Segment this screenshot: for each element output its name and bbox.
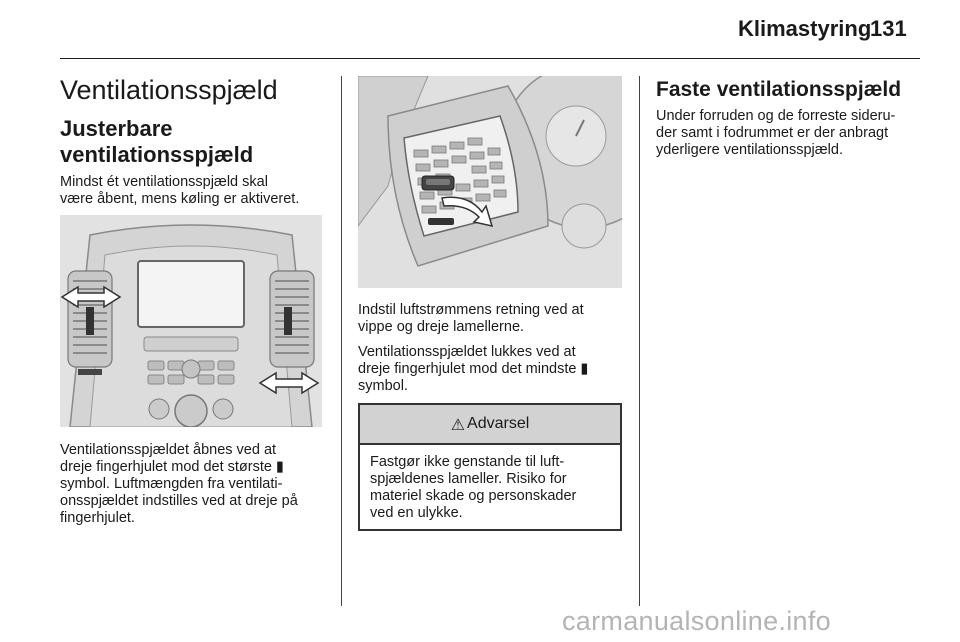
- watermark-text: carmanualsonline.info: [562, 606, 831, 636]
- thumbwheel-large-symbol-icon: ▮: [276, 459, 284, 475]
- body-rest: symbol. Luftmængden fra ventilati- onsspjældet indstilles ved at dreje på fingerhjulet.: [60, 476, 298, 526]
- right-column: [656, 78, 926, 159]
- warning-title: Advarsel: [467, 415, 530, 432]
- left-column: [60, 74, 330, 208]
- fixed-vents-text: Under forruden og de forreste sideru- der samt i fodrummet er der anbragt yderligere ventilationsspjæld.: [656, 108, 896, 158]
- warning-text: Fastgør ikke genstande til luft- spjældenes lameller. Risiko for materiel skade og personskader ved en ulykke.: [370, 454, 577, 521]
- dashboard-vents-illustration: [60, 215, 322, 427]
- page-header-title: Klimastyring: [738, 16, 872, 41]
- warning-header: [360, 405, 620, 445]
- close-line-2: [358, 361, 628, 378]
- body-line-2-text: dreje fingerhjulet mod det største: [60, 459, 272, 475]
- body-line-2: [60, 459, 330, 476]
- fixed-vents-title: Faste ventilationsspjæld: [656, 78, 902, 101]
- side-vent-illustration: [358, 76, 622, 288]
- left-body: [60, 442, 330, 527]
- thumbwheel-small-symbol-icon: ▮: [580, 361, 589, 377]
- direction-paragraph: Indstil luftstrømmens retning ved at vippe og dreje lamellerne.: [358, 302, 584, 335]
- close-line-3: symbol.: [358, 378, 408, 394]
- warning-box: [358, 403, 622, 531]
- warning-triangle-icon: ⚠: [450, 414, 466, 434]
- intro-paragraph: Mindst ét ventilationsspjæld skal være åbent, mens køling er aktiveret.: [60, 174, 300, 207]
- header-rule: [60, 58, 920, 59]
- close-line-2-text: dreje fingerhjulet mod det mindste: [358, 361, 577, 377]
- middle-body: [358, 302, 628, 395]
- column-separator-right: [639, 76, 640, 606]
- column-separator-left: [341, 76, 342, 606]
- close-line-1: Ventilationsspjældet lukkes ved at: [358, 344, 576, 360]
- subsection-title-line1: Justerbare: [60, 116, 173, 141]
- body-line-1: Ventilationsspjældet åbnes ved at: [60, 442, 277, 458]
- section-title: Ventilationsspjæld: [60, 75, 278, 105]
- page-number: 131: [870, 16, 907, 41]
- subsection-title-line2: ventilationsspjæld: [60, 142, 254, 167]
